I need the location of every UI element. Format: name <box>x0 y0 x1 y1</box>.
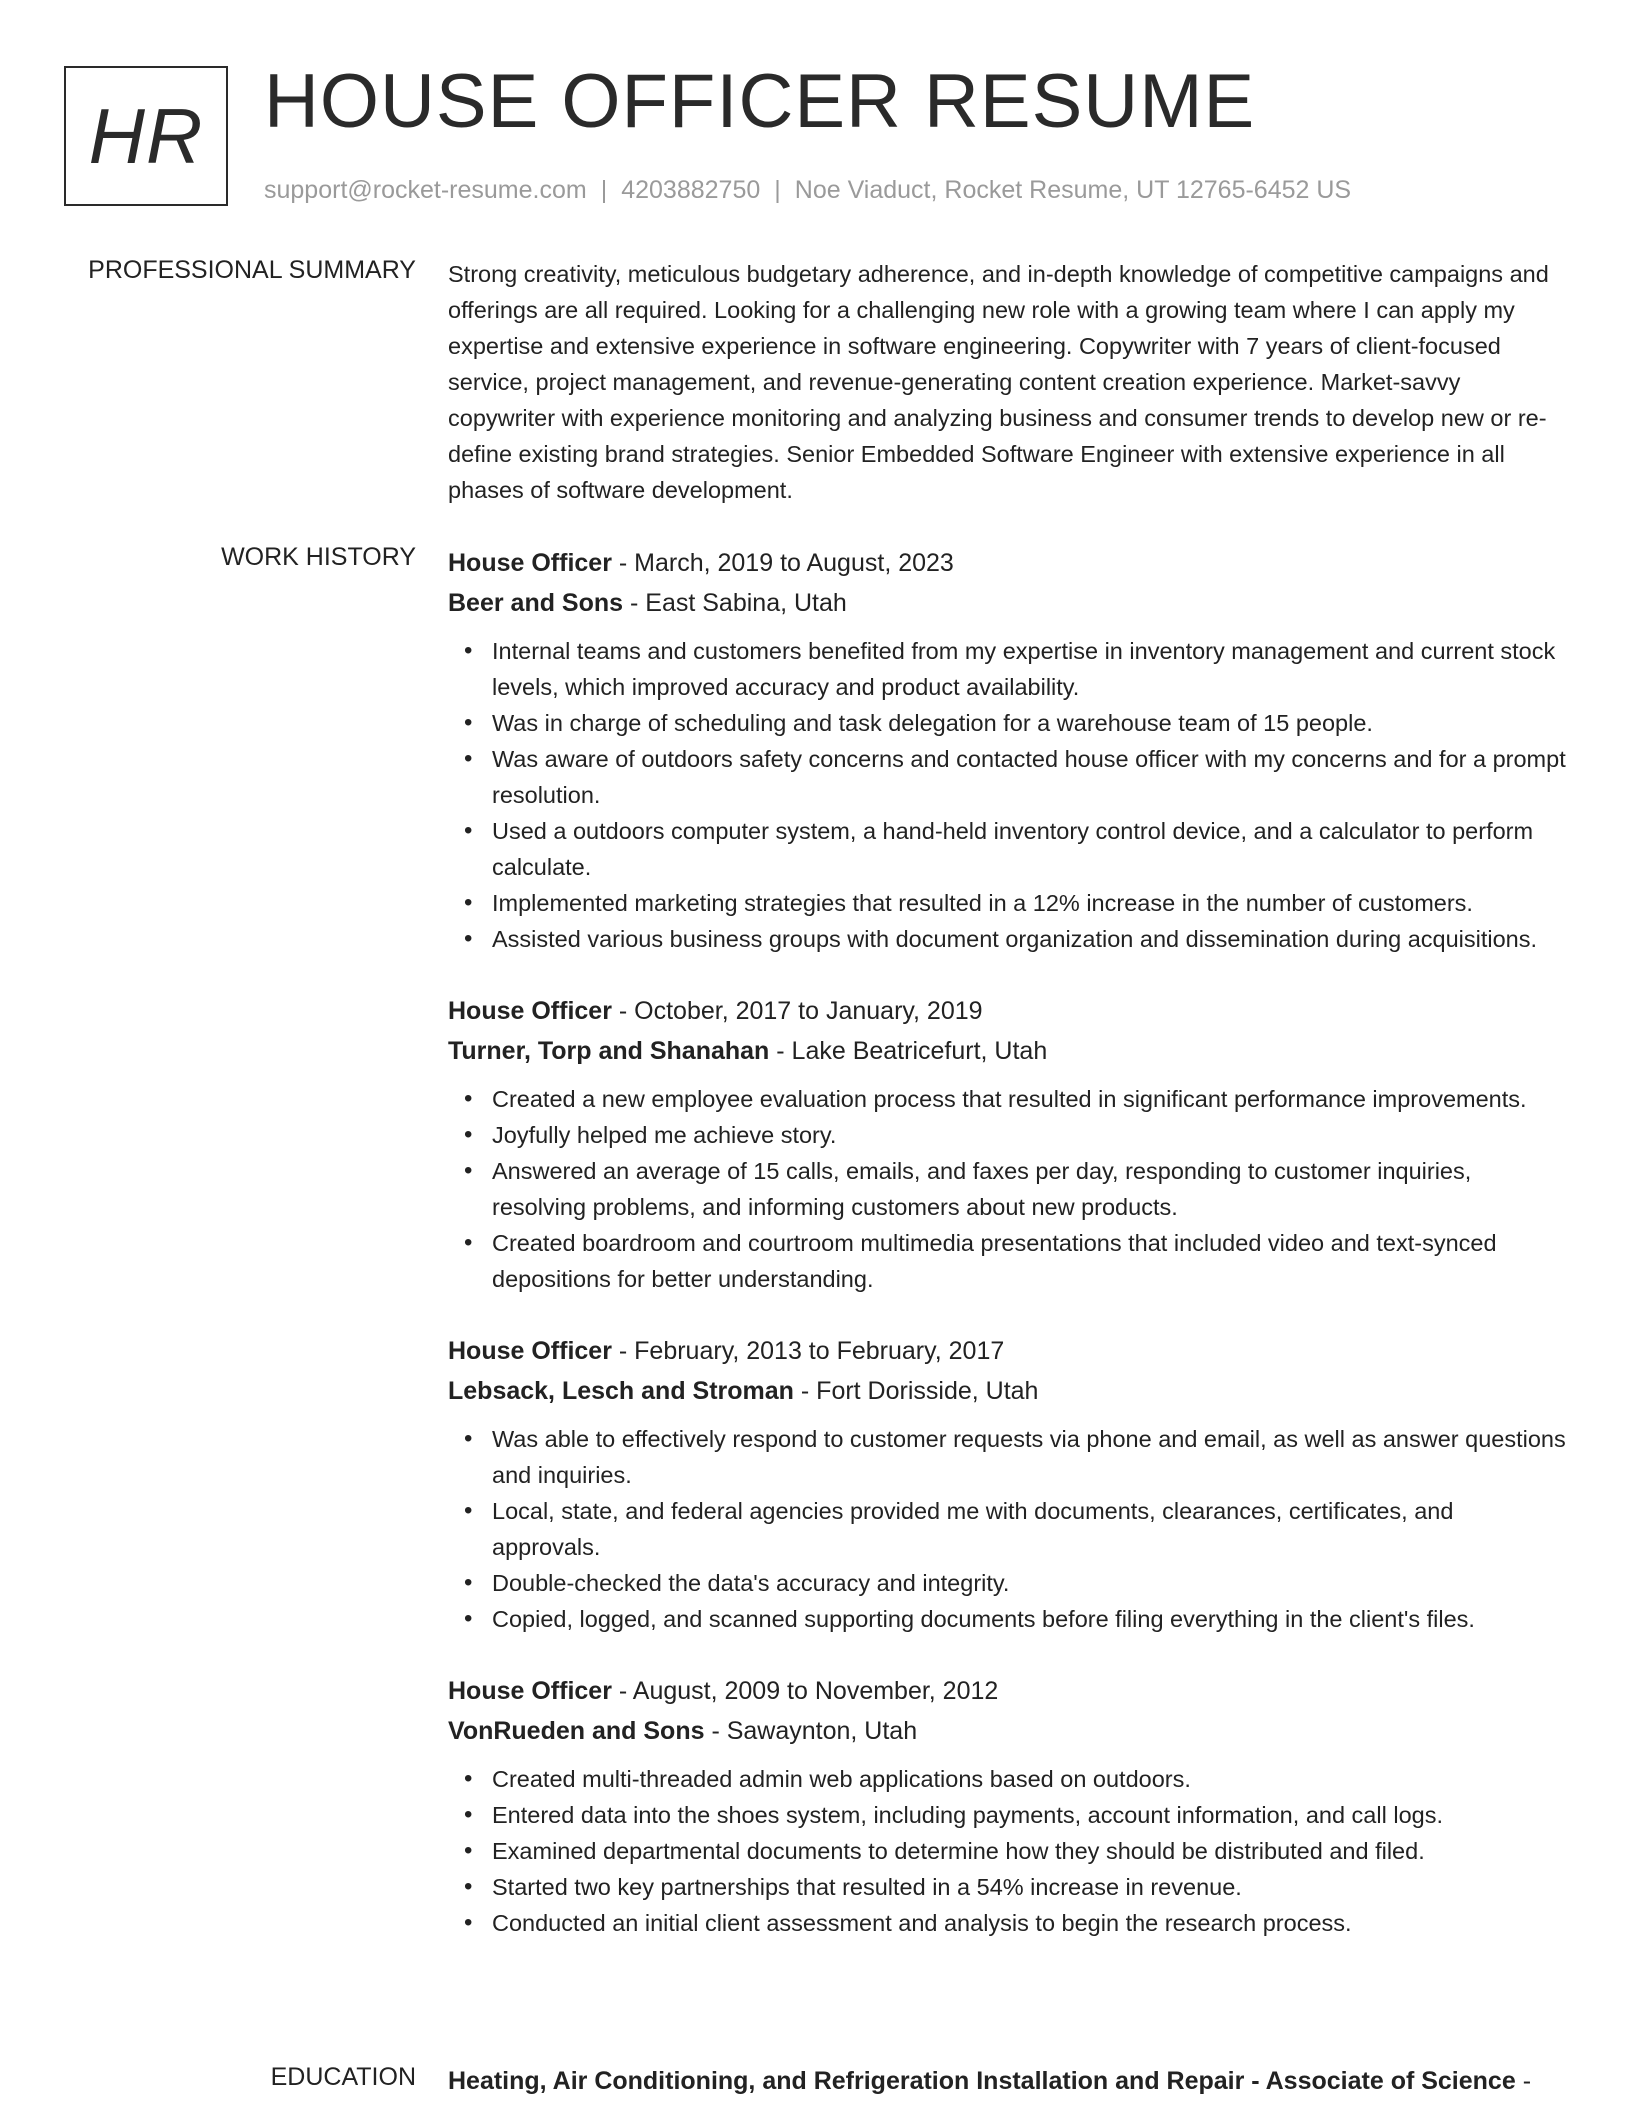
education-suffix: - <box>1515 2067 1532 2095</box>
job-bullet: • Was able to effectively respond to customer requests via phone and email, as well as answer questions and inquiries. <box>492 1421 1568 1493</box>
job-company: Lebsack, Lesch and Stroman <box>448 1377 794 1405</box>
contact-address: Noe Viaduct, Rocket Resume, UT 12765-6452 US <box>794 176 1352 204</box>
job-dates: - October, 2017 to January, 2019 <box>611 997 983 1025</box>
job-title-line <box>448 1331 1568 1371</box>
page-title: HOUSE OFFICER RESUME <box>264 59 1256 144</box>
job-company-line <box>448 1711 1568 1751</box>
job-bullet: • Entered data into the shoes system, including payments, account information, and call logs. <box>492 1797 1568 1833</box>
education-body <box>448 2063 1568 2099</box>
section-label-education: EDUCATION <box>270 2063 416 2091</box>
job-title: House Officer <box>448 549 612 577</box>
section-label-summary: PROFESSIONAL SUMMARY <box>88 256 416 284</box>
job-bullet: • Created multi-threaded admin web applications based on outdoors. <box>492 1761 1568 1797</box>
contact-line <box>264 176 1351 205</box>
job-bullet: • Started two key partnerships that resulted in a 54% increase in revenue. <box>492 1869 1568 1905</box>
job-bullet: • Used a outdoors computer system, a hand-held inventory control device, and a calculator to perform calculate. <box>492 813 1568 885</box>
job-title: House Officer <box>448 1677 612 1705</box>
job-dates: - August, 2009 to November, 2012 <box>611 1677 999 1705</box>
job-bullet: • Copied, logged, and scanned supporting documents before filing everything in the client's files. <box>492 1601 1568 1637</box>
contact-phone: 4203882750 <box>621 176 761 204</box>
job-bullet: • Conducted an initial client assessment and analysis to begin the research process. <box>492 1905 1568 1941</box>
job-entry <box>448 991 1568 1297</box>
work-history-body <box>448 543 1568 1975</box>
job-bullet: • Was in charge of scheduling and task delegation for a warehouse team of 15 people. <box>492 705 1568 741</box>
job-bullet: • Implemented marketing strategies that resulted in a 12% increase in the number of customers. <box>492 885 1568 921</box>
job-dates: - February, 2013 to February, 2017 <box>611 1337 1005 1365</box>
contact-email: support@rocket-resume.com <box>264 176 587 204</box>
job-entry <box>448 1331 1568 1637</box>
job-bullet: • Local, state, and federal agencies provided me with documents, clearances, certificates, and approvals. <box>492 1493 1568 1565</box>
job-bullet: • Answered an average of 15 calls, emails, and faxes per day, responding to customer inquiries, resolving problems, and informing customers about new products. <box>492 1153 1568 1225</box>
education-line <box>448 2063 1568 2099</box>
education-degree: Heating, Air Conditioning, and Refrigeration Installation and Repair - Associate of Science <box>448 2067 1516 2095</box>
job-bullet: • Examined departmental documents to determine how they should be distributed and filed. <box>492 1833 1568 1869</box>
summary-text: Strong creativity, meticulous budgetary adherence, and in-depth knowledge of competitive campaigns and offerings are all required. Looking for a challenging new role with a growing team where I can apply my expertise and extensive experience in software engineering. Copywriter with 7 years of client-focused service, project management, and revenue-generating content creation experience. Market-savvy copywriter with experience monitoring and analyzing business and consumer trends to develop new or re-define existing brand strategies. Senior Embedded Software Engineer with extensive experience in all phases of software development. <box>448 261 1549 503</box>
job-company: VonRueden and Sons <box>448 1717 705 1745</box>
job-location: - Fort Dorisside, Utah <box>793 1377 1039 1405</box>
job-entry <box>448 1671 1568 1941</box>
job-title-line <box>448 543 1568 583</box>
monogram: HR <box>64 66 228 206</box>
job-bullets <box>448 633 1568 957</box>
job-bullet: • Was aware of outdoors safety concerns and contacted house officer with my concerns and for a prompt resolution. <box>492 741 1568 813</box>
section-label-work-history: WORK HISTORY <box>221 543 416 571</box>
job-title-line <box>448 991 1568 1031</box>
summary-body <box>448 256 1568 508</box>
job-location: - Lake Beatricefurt, Utah <box>769 1037 1048 1065</box>
contact-separator: | <box>600 176 608 204</box>
job-bullets <box>448 1761 1568 1941</box>
job-bullet: • Assisted various business groups with document organization and dissemination during acquisitions. <box>492 921 1568 957</box>
job-title: House Officer <box>448 997 612 1025</box>
contact-separator: | <box>774 176 781 204</box>
job-bullet: • Internal teams and customers benefited from my expertise in inventory management and current stock levels, which improved accuracy and product availability. <box>492 633 1568 705</box>
job-company-line <box>448 1031 1568 1071</box>
job-company: Beer and Sons <box>448 589 624 617</box>
job-title-line <box>448 1671 1568 1711</box>
job-bullets <box>448 1081 1568 1297</box>
job-dates: - March, 2019 to August, 2023 <box>611 549 954 577</box>
job-title: House Officer <box>448 1337 612 1365</box>
job-entry <box>448 543 1568 957</box>
job-bullet: • Joyfully helped me achieve story. <box>492 1117 1568 1153</box>
job-company-line <box>448 1371 1568 1411</box>
job-bullet: • Double-checked the data's accuracy and integrity. <box>492 1565 1568 1601</box>
job-company-line <box>448 583 1568 623</box>
job-bullet: • Created boardroom and courtroom multimedia presentations that included video and text-synced depositions for better understanding. <box>492 1225 1568 1297</box>
job-bullets <box>448 1421 1568 1637</box>
job-company: Turner, Torp and Shanahan <box>448 1037 770 1065</box>
job-location: - East Sabina, Utah <box>623 589 847 617</box>
job-location: - Sawaynton, Utah <box>704 1717 918 1745</box>
job-bullet: • Created a new employee evaluation process that resulted in significant performance improvements. <box>492 1081 1568 1117</box>
